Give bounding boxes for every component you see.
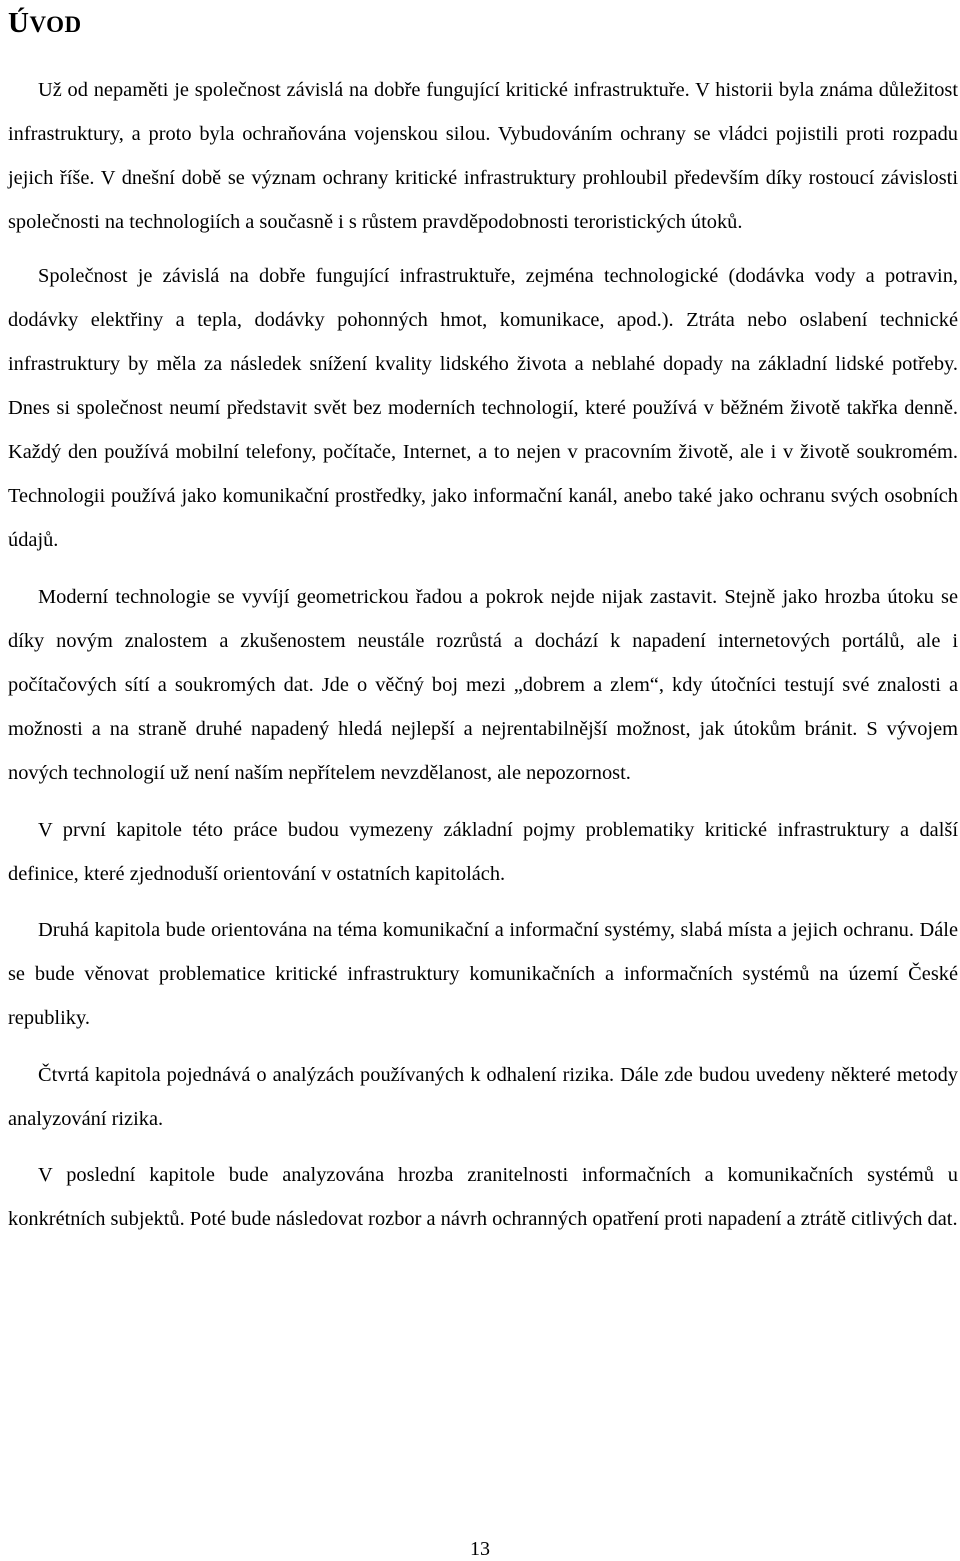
paragraph-3: Moderní technologie se vyvíjí geometrickou řadou a pokrok nejde nijak zastavit. Stejně jako hrozba útoku se díky novým znalostem a zkušenostem neustále rozrůstá a dochází k napadení internetových portálů, ale i počítačových sítí a soukromých dat. Jde o věčný boj mezi „dobrem a zlem“, kdy útočníci testují své znalosti a možnosti a na straně druhé napadený hledá nejlepší a nejrentabilnější možnost, jak útokům bránit. S vývojem nových technologií už není naším nepřítelem nevzdělanost, ale nepozornost. [8,586,958,784]
document-page [8,0,958,1241]
chapter-heading [8,0,958,46]
heading-initial: Ú [8,7,30,39]
paragraph-6: Čtvrtá kapitola pojednává o analýzách používaných k odhalení rizika. Dále zde budou uvedeny některé metody analyzování rizika. [8,1064,958,1130]
paragraph-2: Společnost je závislá na dobře fungující infrastruktuře, zejména technologické (dodávka vody a potravin, dodávky elektřiny a tepla, dodávky pohonných hmot, komunikace, apod.). Ztráta nebo oslabení technické infrastruktury by měla za následek snížení kvality lidského života a neblahé dopady na základní lidské potřeby. Dnes si společnost neumí představit svět bez moderních technologií, které používá v běžném životě takřka denně. Každý den používá mobilní telefony, počítače, Internet, a to nejen v pracovním životě, ale i v životě soukromém. Technologii používá jako komunikační prostředky, jako informační kanál, anebo také jako ochranu svých osobních údajů. [8,265,958,551]
paragraph-5: Druhá kapitola bude orientována na téma komunikační a informační systémy, slabá místa a jejich ochranu. Dále se bude věnovat problematice kritické infrastruktury komunikačních a informačních systémů na území České republiky. [8,919,958,1029]
paragraph-4: V první kapitole této práce budou vymezeny základní pojmy problematiky kritické infrastruktury a další definice, které zjednoduší orientování v ostatních kapitolách. [8,819,958,885]
page-number: 13 [470,1538,490,1560]
paragraph-7: V poslední kapitole bude analyzována hrozba zranitelnosti informačních a komunikačních systémů u konkrétních subjektů. Poté bude následovat rozbor a návrh ochranných opatření proti napadení a ztrátě citlivých dat. [8,1164,958,1230]
paragraph-1: Už od nepaměti je společnost závislá na dobře fungující kritické infrastruktuře. V historii byla známa důležitost infrastruktury, a proto byla ochraňována vojenskou silou. Vybudováním ochrany se vládci pojistili proti rozpadu jejich říše. V dnešní době se význam ochrany kritické infrastruktury prohloubil především díky rostoucí závislosti společnosti na technologiích a současně i s růstem pravděpodobnosti teroristických útoků. [8,79,958,233]
heading-rest: VOD [29,12,82,37]
